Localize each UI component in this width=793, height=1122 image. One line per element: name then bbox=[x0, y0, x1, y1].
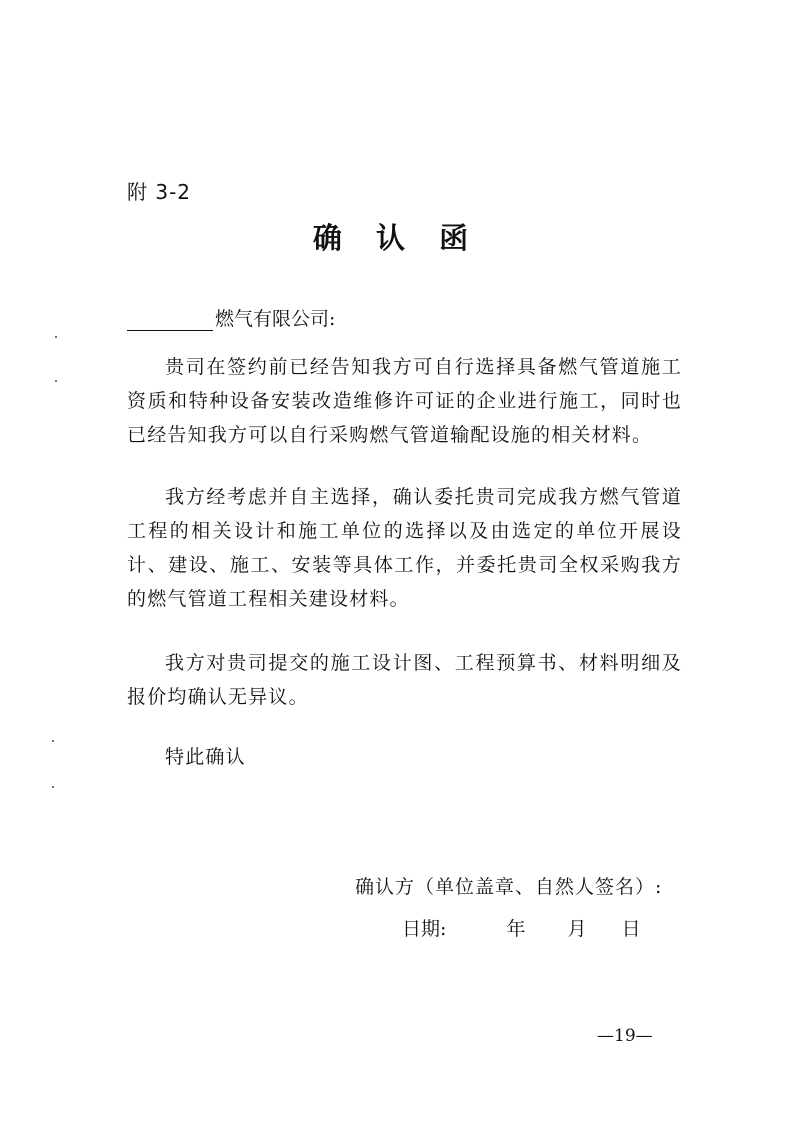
date-line bbox=[402, 914, 641, 941]
document-title: 确 认 函 bbox=[312, 221, 481, 255]
margin-dot bbox=[55, 380, 57, 382]
confirm-party-line: 确认方（单位盖章、自然人签名）: bbox=[355, 876, 663, 898]
annex-label: 附 3-2 bbox=[127, 180, 192, 204]
margin-dot bbox=[52, 740, 54, 742]
margin-dot bbox=[55, 336, 57, 338]
page-number: —19— bbox=[597, 1026, 653, 1046]
addressee-line bbox=[127, 304, 335, 331]
margin-dot bbox=[52, 786, 54, 788]
date-label: 日期: bbox=[402, 918, 447, 940]
date-year: 年 bbox=[506, 918, 526, 940]
paragraph-1: 贵司在签约前已经告知我方可自行选择具备燃气管道施工资质和特种设备安装改造维修许可证的企业进行施工，同时也已经告知我方可以自行采购燃气管道输配设施的相关材料。 bbox=[127, 356, 682, 446]
date-day: 日 bbox=[621, 918, 641, 940]
date-month: 月 bbox=[567, 918, 587, 940]
addressee-blank bbox=[127, 310, 213, 331]
paragraph-2: 我方经考虑并自主选择，确认委托贵司完成我方燃气管道工程的相关设计和施工单位的选择以及由选定的单位开展设计、建设、施工、安装等具体工作，并委托贵司全权采购我方的燃气管道工程相关建设材料。 bbox=[127, 486, 682, 610]
paragraph-3: 我方对贵司提交的施工设计图、工程预算书、材料明细及报价均确认无异议。 bbox=[127, 652, 682, 708]
paragraph-4: 特此确认 bbox=[165, 746, 246, 768]
addressee-suffix: 燃气有限公司: bbox=[215, 308, 336, 330]
